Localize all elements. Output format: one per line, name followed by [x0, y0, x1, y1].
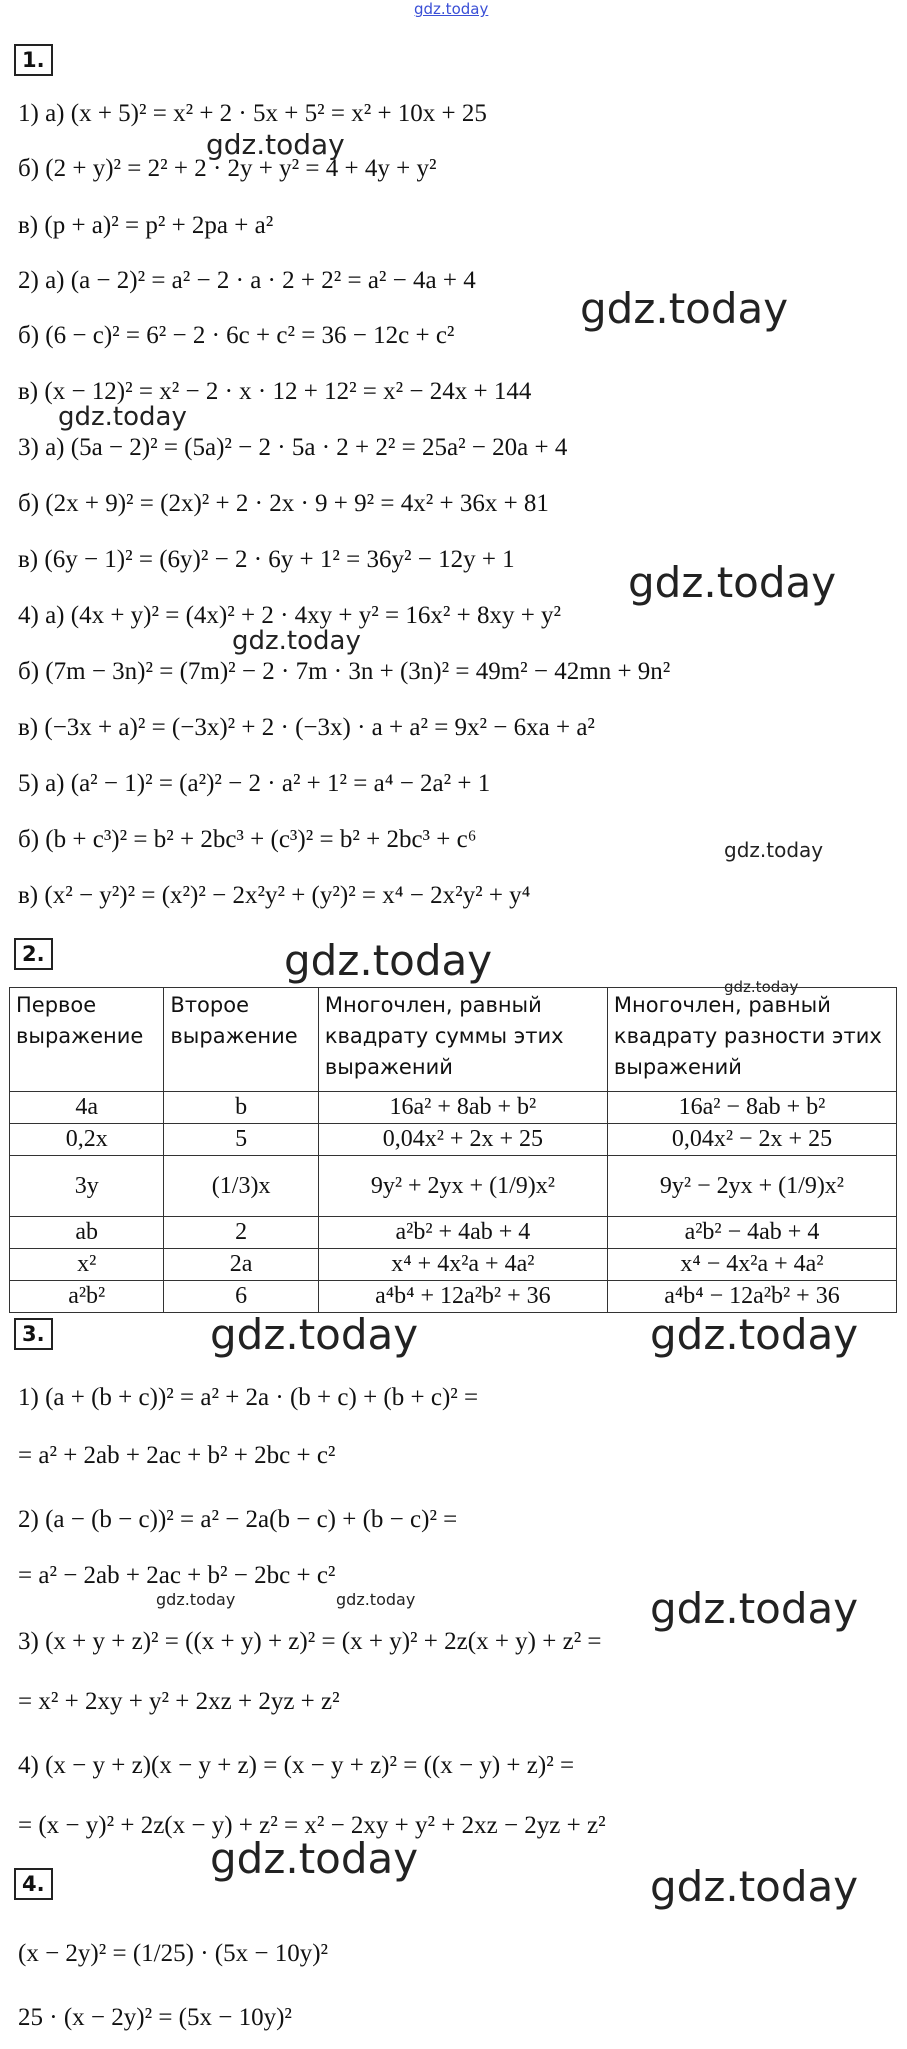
table-cell: x⁴ − 4x²a + 4a²: [607, 1249, 896, 1281]
table-cell: 2: [164, 1217, 318, 1249]
header-difference-square: Многочлен, равный квадрату разности этих выражений: [607, 988, 896, 1092]
table-cell: 0,04x² − 2x + 25: [607, 1124, 896, 1156]
table-cell: 9y² − 2yx + (1/9)x²: [607, 1156, 896, 1217]
watermark: gdz.today: [650, 1862, 859, 1911]
s3-line-5: 3) (x + y + z)² = ((x + y) + z)² = (x + y)² + 2z(x + y) + z² =: [18, 1628, 602, 1655]
header-sum-square: Многочлен, равный квадрату суммы этих выражений: [318, 988, 607, 1092]
table-cell: x⁴ + 4x²a + 4a²: [318, 1249, 607, 1281]
s1-line-12: в) (−3x + a)² = (−3x)² + 2 · (−3x) · a + a² = 9x² − 6xa + a²: [18, 714, 595, 741]
s3-line-8: = (x − y)² + 2z(x − y) + z² = x² − 2xy + y² + 2xz − 2yz + z²: [18, 1812, 606, 1839]
s1-line-6: в) (x − 12)² = x² − 2 · x · 12 + 12² = x² − 24x + 144: [18, 378, 532, 405]
watermark: gdz.today: [58, 402, 187, 432]
table-cell: a²b²: [10, 1281, 164, 1313]
watermark-top-link[interactable]: gdz.today: [414, 0, 489, 18]
section-number-1: 1.: [14, 44, 53, 76]
s1-line-14: б) (b + c³)² = b² + 2bc³ + (c³)² = b² + 2bc³ + c⁶: [18, 826, 477, 853]
watermark: gdz.today: [336, 1590, 416, 1609]
header-first-expression: Первое выражение: [10, 988, 164, 1092]
table-cell: 0,2x: [10, 1124, 164, 1156]
s4-line-1: (x − 2y)² = (1/25) · (5x − 10y)²: [18, 1940, 329, 1967]
watermark: gdz.today: [580, 284, 789, 333]
s1-line-2: б) (2 + y)² = 2² + 2 · 2y + y² = 4 + 4y + y²: [18, 155, 437, 182]
s3-line-2: = a² + 2ab + 2ac + b² + 2bc + c²: [18, 1442, 336, 1469]
s3-line-3: 2) (a − (b − c))² = a² − 2a(b − c) + (b − c)² =: [18, 1506, 458, 1533]
s3-line-1: 1) (a + (b + c))² = a² + 2a · (b + c) + (b + c)² =: [18, 1384, 479, 1411]
table-cell: b: [164, 1092, 318, 1124]
table-cell: ab: [10, 1217, 164, 1249]
watermark: gdz.today: [724, 978, 799, 996]
table-row: [10, 1249, 897, 1281]
s3-line-7: 4) (x − y + z)(x − y + z) = (x − y + z)² = ((x − y) + z)² =: [18, 1752, 575, 1779]
table-cell: 0,04x² + 2x + 25: [318, 1124, 607, 1156]
s1-line-8: б) (2x + 9)² = (2x)² + 2 · 2x · 9 + 9² = 4x² + 36x + 81: [18, 490, 549, 517]
table-cell: x²: [10, 1249, 164, 1281]
table-cell: 9y² + 2yx + (1/9)x²: [318, 1156, 607, 1217]
watermark: gdz.today: [210, 1834, 419, 1883]
watermark: gdz.today: [156, 1590, 236, 1609]
section-number-4: 4.: [14, 1868, 53, 1900]
s1-line-7: 3) а) (5a − 2)² = (5a)² − 2 · 5a · 2 + 2² = 25a² − 20a + 4: [18, 434, 568, 461]
s1-line-11: б) (7m − 3n)² = (7m)² − 2 · 7m · 3n + (3n)² = 49m² − 42mn + 9n²: [18, 658, 671, 685]
table-cell: a²b² − 4ab + 4: [607, 1217, 896, 1249]
table-cell: 5: [164, 1124, 318, 1156]
table-cell: 4a: [10, 1092, 164, 1124]
table-cell: 16a² + 8ab + b²: [318, 1092, 607, 1124]
s1-line-1: 1) а) (x + 5)² = x² + 2 · 5x + 5² = x² + 10x + 25: [18, 100, 487, 127]
s3-line-4: = a² − 2ab + 2ac + b² − 2bc + c²: [18, 1562, 336, 1589]
s1-line-13: 5) а) (a² − 1)² = (a²)² − 2 · a² + 1² = a⁴ − 2a² + 1: [18, 770, 491, 797]
s4-line-2: 25 · (x − 2y)² = (5x − 10y)²: [18, 2004, 292, 2031]
section-number-3: 3.: [14, 1318, 53, 1350]
s1-line-10: 4) а) (4x + y)² = (4x)² + 2 · 4xy + y² = 16x² + 8xy + y²: [18, 602, 562, 629]
watermark: gdz.today: [232, 626, 361, 656]
watermark: gdz.today: [650, 1584, 859, 1633]
s1-line-3: в) (p + a)² = p² + 2pa + a²: [18, 212, 274, 239]
watermark: gdz.today: [206, 128, 345, 161]
table-row: [10, 1217, 897, 1249]
expressions-table: [9, 987, 897, 1313]
s1-line-4: 2) а) (a − 2)² = a² − 2 · a · 2 + 2² = a² − 4a + 4: [18, 267, 476, 294]
table-cell: a²b² + 4ab + 4: [318, 1217, 607, 1249]
table-cell: 16a² − 8ab + b²: [607, 1092, 896, 1124]
table-cell: 2a: [164, 1249, 318, 1281]
table-header-row: [10, 988, 897, 1092]
table-cell: 6: [164, 1281, 318, 1313]
table-row: [10, 1281, 897, 1313]
table-cell: (1/3)x: [164, 1156, 318, 1217]
section-number-2: 2.: [14, 938, 53, 970]
watermark: gdz.today: [210, 1310, 419, 1359]
table-cell: 3y: [10, 1156, 164, 1217]
watermark: gdz.today: [284, 936, 493, 985]
watermark: gdz.today: [628, 558, 837, 607]
table-row: [10, 1156, 897, 1217]
s1-line-15: в) (x² − y²)² = (x²)² − 2x²y² + (y²)² = x⁴ − 2x²y² + y⁴: [18, 882, 531, 909]
watermark: gdz.today: [650, 1310, 859, 1359]
table-row: [10, 1092, 897, 1124]
s1-line-5: б) (6 − c)² = 6² − 2 · 6c + c² = 36 − 12c + c²: [18, 322, 455, 349]
table-cell: a⁴b⁴ − 12a²b² + 36: [607, 1281, 896, 1313]
header-second-expression: Второе выражение: [164, 988, 318, 1092]
watermark: gdz.today: [724, 838, 824, 862]
s1-line-9: в) (6y − 1)² = (6y)² − 2 · 6y + 1² = 36y² − 12y + 1: [18, 546, 515, 573]
s3-line-6: = x² + 2xy + y² + 2xz + 2yz + z²: [18, 1688, 340, 1715]
table-cell: a⁴b⁴ + 12a²b² + 36: [318, 1281, 607, 1313]
table-row: [10, 1124, 897, 1156]
